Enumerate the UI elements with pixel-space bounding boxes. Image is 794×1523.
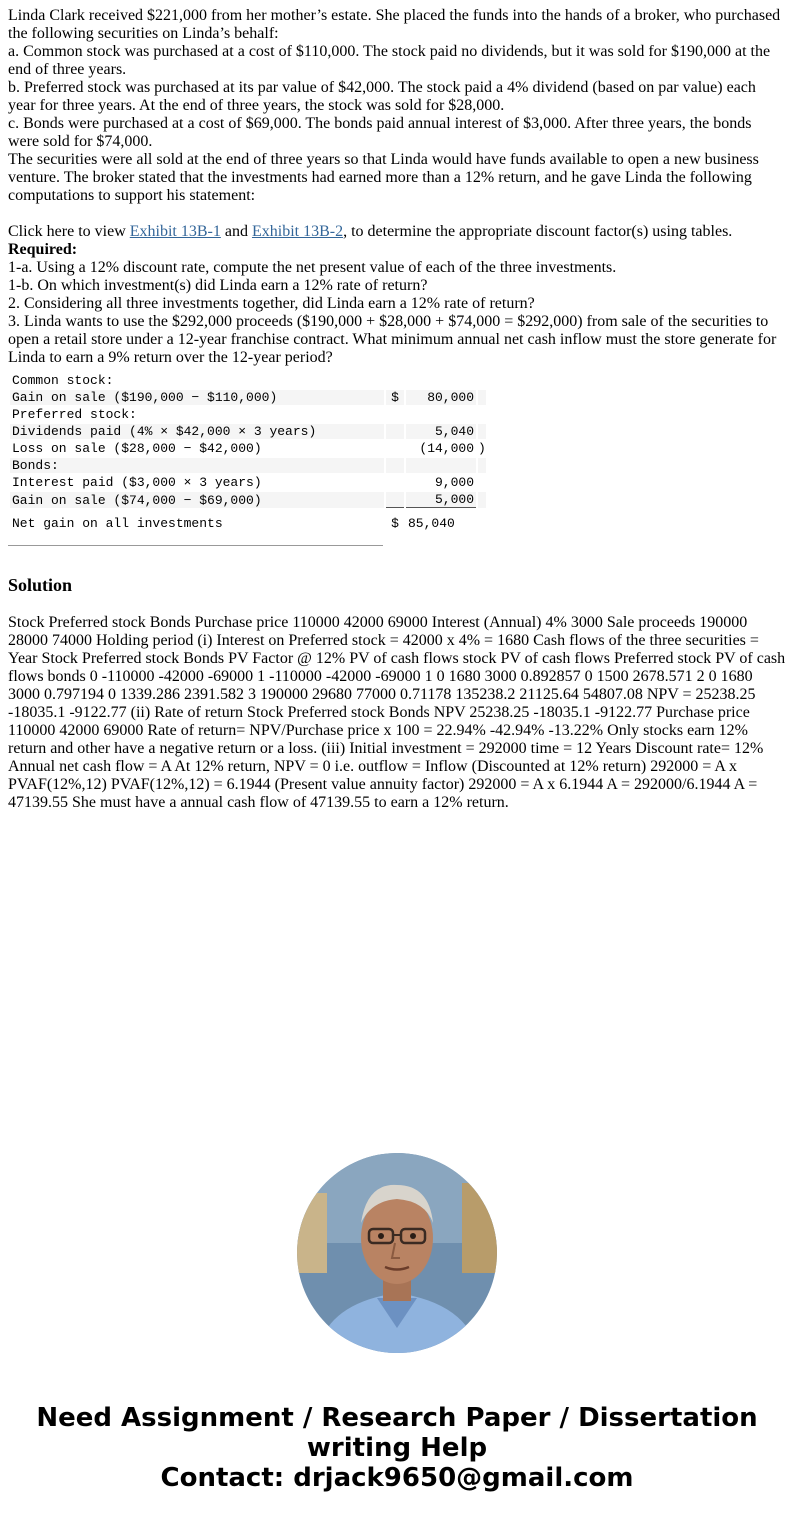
question-1b: 1-b. On which investment(s) did Linda earn a 12% rate of return? bbox=[8, 277, 428, 294]
footer-contact: Contact: drjack9650@gmail.com bbox=[160, 1463, 634, 1493]
solution-heading: Solution bbox=[8, 575, 73, 595]
exhibit-suffix: , to determine the appropriate discount factor(s) using tables. bbox=[343, 223, 733, 240]
row-paren bbox=[478, 390, 486, 405]
row-amount: 5,000 bbox=[406, 492, 476, 508]
row-amount bbox=[406, 373, 476, 388]
footer-line-1: Need Assignment / Research Paper / Dissertation bbox=[36, 1403, 758, 1433]
row-paren bbox=[478, 373, 486, 388]
row-amount bbox=[406, 458, 476, 473]
row-currency bbox=[386, 424, 404, 439]
row-amount: (14,000 bbox=[419, 441, 474, 456]
problem-item-b: b. Preferred stock was purchased at its par value of $42,000. The stock paid a 4% dividend (based on par value) each year for three years. At the end of three years, the stock was sold for $28,000. bbox=[8, 79, 756, 114]
table-row bbox=[10, 407, 486, 422]
question-2: 2. Considering all three investments together, did Linda earn a 12% rate of return? bbox=[8, 295, 535, 312]
row-paren: ) bbox=[478, 441, 486, 456]
table-row bbox=[10, 390, 486, 405]
exhibit-13b-2-link[interactable]: Exhibit 13B-2 bbox=[251, 223, 344, 240]
row-amount bbox=[406, 407, 476, 422]
footer-banner bbox=[0, 1403, 794, 1493]
row-currency bbox=[386, 458, 404, 473]
row-paren bbox=[478, 475, 486, 490]
row-paren bbox=[478, 510, 486, 531]
spacer bbox=[8, 205, 786, 223]
row-paren bbox=[478, 407, 486, 422]
exhibit-line bbox=[8, 223, 786, 241]
problem-intro: Linda Clark received $221,000 from her mother’s estate. She placed the funds into the hands of a broker, who purchased the following securities on Linda’s behalf: bbox=[8, 7, 781, 42]
row-amount: 80,000 bbox=[406, 390, 476, 405]
row-label: Gain on sale ($190,000 − $110,000) bbox=[10, 390, 384, 405]
row-paren bbox=[478, 458, 486, 473]
problem-item-a: a. Common stock was purchased at a cost of $110,000. The stock paid no dividends, but it was sold for $190,000 at the end of three years. bbox=[8, 43, 771, 78]
broker-computations-table bbox=[8, 371, 488, 533]
row-amount: 5,040 bbox=[406, 424, 476, 439]
table-row bbox=[10, 441, 486, 456]
problem-item-c: c. Bonds were purchased at a cost of $69,000. The bonds paid annual interest of $3,000. After three years, the bonds were sold for $74,000. bbox=[8, 115, 752, 150]
row-label: Gain on sale ($74,000 − $69,000) bbox=[10, 492, 384, 508]
exhibit-13b-1-link[interactable]: Exhibit 13B-1 bbox=[129, 223, 221, 240]
page-content bbox=[8, 7, 786, 812]
row-paren bbox=[478, 424, 486, 439]
solution-text: Stock Preferred stock Bonds Purchase price 110000 42000 69000 Interest (Annual) 4% 3000 Sale proceeds 190000 28000 74000 Holding period (i) Interest on Preferred stock = 42000 x 4% = 1680 Cash flows of the three securities = Year Stock Preferred stock Bonds PV Factor @ 12% PV of cash flows stock PV of cash flows Preferred stock PV of cash flows bonds 0 -110000 -42000 -69000 1 -110000 -42000 -69000 1 0 1680 3000 0.892857 0 1500 2678.571 2 0 1680 3000 0.797194 0 1339.286 2391.582 3 190000 29680 77000 0.71178 135238.2 21125.64 54807.08 NPV = 25238.25 -18035.1 -9122.77 (ii) Rate of return Stock Preferred stock Bonds NPV 25238.25 -18035.1 -9122.77 Purchase price 110000 42000 69000 Rate of return= NPV/Purchase price x 100 = 22.94% -42.94% -13.22% Only stocks earn 12% return and other have a negative return or a loss. (iii) Initial investment = 292000 time = 12 Years Discount rate= 12% Annual net cash flow = A At 12% return, NPV = 0 i.e. outflow = Inflow (Discounted at 12% return) 292000 = A x PVAF(12%,12) PVAF(12%,12) = 6.1944 (Present value annuity factor) 292000 = A x 6.1944 A = 292000/6.1944 A = 47139.55 She must have a annual cash flow of 47139.55 to earn a 12% return. bbox=[8, 614, 786, 811]
net-gain-amount: 85,040 bbox=[408, 516, 455, 531]
row-currency bbox=[386, 373, 404, 388]
row-label: Loss on sale ($28,000 − $42,000) bbox=[12, 441, 262, 456]
row-amount: 9,000 bbox=[434, 475, 474, 490]
row-label: Interest paid ($3,000 × 3 years) bbox=[12, 475, 262, 490]
table-row bbox=[10, 475, 486, 490]
exhibit-middle: and bbox=[220, 223, 252, 240]
exhibit-prefix: Click here to view bbox=[8, 223, 130, 240]
row-currency bbox=[386, 475, 404, 490]
row-currency: $ bbox=[386, 390, 404, 405]
footer-line-2: writing Help bbox=[306, 1433, 488, 1463]
row-currency bbox=[386, 441, 404, 456]
row-label: Preferred stock: bbox=[12, 407, 137, 422]
table-row bbox=[10, 424, 486, 439]
net-gain-row bbox=[10, 510, 486, 531]
table-row bbox=[10, 458, 486, 473]
row-currency bbox=[386, 492, 404, 508]
net-gain-label: Net gain on all investments bbox=[12, 516, 223, 531]
row-paren bbox=[478, 492, 486, 508]
question-3: 3. Linda wants to use the $292,000 proceeds ($190,000 + $28,000 + $74,000 = $292,000) from sale of the securities to open a retail store under a 12-year franchise contract. What minimum annual net cash inflow must the store generate for Linda to earn a 9% return over the 12-year period? bbox=[8, 313, 777, 366]
table-divider bbox=[8, 545, 383, 546]
tutor-photo-icon bbox=[297, 1153, 497, 1353]
row-label: Bonds: bbox=[10, 458, 384, 473]
broker-statement: The securities were all sold at the end of three years so that Linda would have funds available to open a new business venture. The broker stated that the investments had earned more than a 12% return, and he gave Linda the following computations to support his statement: bbox=[8, 151, 759, 204]
row-label: Common stock: bbox=[12, 373, 114, 388]
net-gain-currency: $ bbox=[391, 516, 399, 531]
required-heading: Required: bbox=[8, 241, 78, 258]
table-row bbox=[10, 492, 486, 508]
row-currency bbox=[386, 407, 404, 422]
row-label: Dividends paid (4% × $42,000 × 3 years) bbox=[10, 424, 384, 439]
question-1a: 1-a. Using a 12% discount rate, compute the net present value of each of the three investments. bbox=[8, 259, 617, 276]
table-row bbox=[10, 373, 486, 388]
